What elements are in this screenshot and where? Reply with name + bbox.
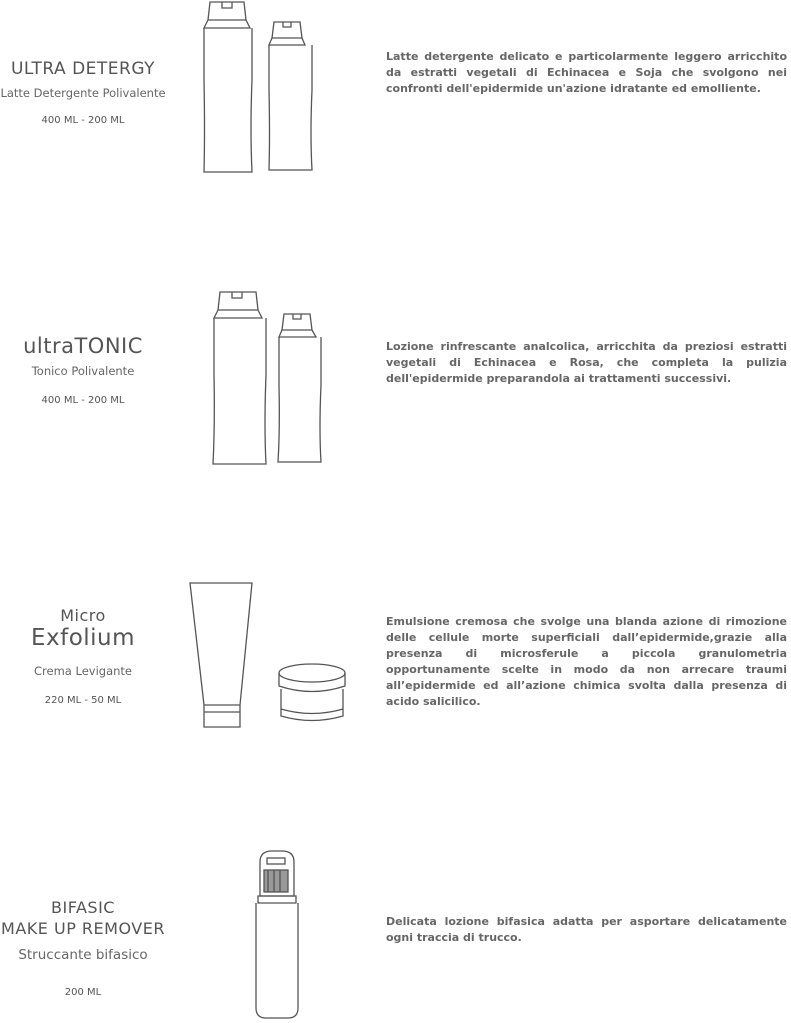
product-subtitle: Tonico Polivalente: [31, 364, 135, 378]
product-name-line2: MAKE UP REMOVER: [1, 919, 165, 938]
product-name-line1: Micro: [60, 606, 106, 625]
product-description: Lozione rinfrescante analcolica, arricchita da preziosi estratti vegetali di Echinacea e Rosa, che completa la pulizia dell'epidermide preparandola ai trattamenti successivi.: [386, 340, 787, 385]
spray-bottle-icon: [248, 848, 308, 1023]
product-subtitle: Crema Levigante: [34, 664, 132, 678]
product-size: 400 ML - 200 ML: [41, 395, 125, 406]
product-micro-exfolium: [0, 575, 791, 775]
product-size: 400 ML - 200 ML: [41, 115, 125, 126]
bottle-pair-icon: [208, 290, 338, 475]
product-size: 200 ML: [64, 987, 102, 998]
bottle-pair-icon: [200, 0, 330, 176]
product-name: ULTRA DETERGY: [10, 59, 156, 79]
product-ultratonic: [0, 285, 791, 485]
product-description: Emulsione cremosa che svolge una blanda azione di rimozione delle cellule morte superficiali dall’epidermide,grazie alla presenza di microsferule a piccola granulometria opportunamente scelte in modo da non arrecare traumi all’epidermide ed all’azione chimica svolta dalla presenza di acido salicilico.: [386, 615, 787, 708]
product-size: 220 ML - 50 ML: [44, 695, 122, 706]
product-description: Delicata lozione bifasica adatta per asportare delicatamente ogni traccia di trucco.: [386, 915, 787, 944]
product-subtitle: Struccante bifasico: [18, 947, 148, 963]
product-name: ultraTONIC: [23, 334, 143, 358]
product-subtitle: Latte Detergente Polivalente: [0, 86, 166, 100]
product-ultra-detergy: [0, 0, 791, 200]
product-description: Latte detergente delicato e particolarmente leggero arricchito da estratti vegetali di Echinacea e Soja che svolgono nei confronti dell'epidermide un'azione idratante ed emolliente.: [386, 50, 787, 95]
product-bifasic-make-up-remover: [0, 845, 791, 1022]
tube-and-jar-icon: [186, 581, 356, 741]
product-name-line1: BIFASIC: [51, 898, 115, 917]
product-name-line2: Exfolium: [30, 625, 136, 651]
